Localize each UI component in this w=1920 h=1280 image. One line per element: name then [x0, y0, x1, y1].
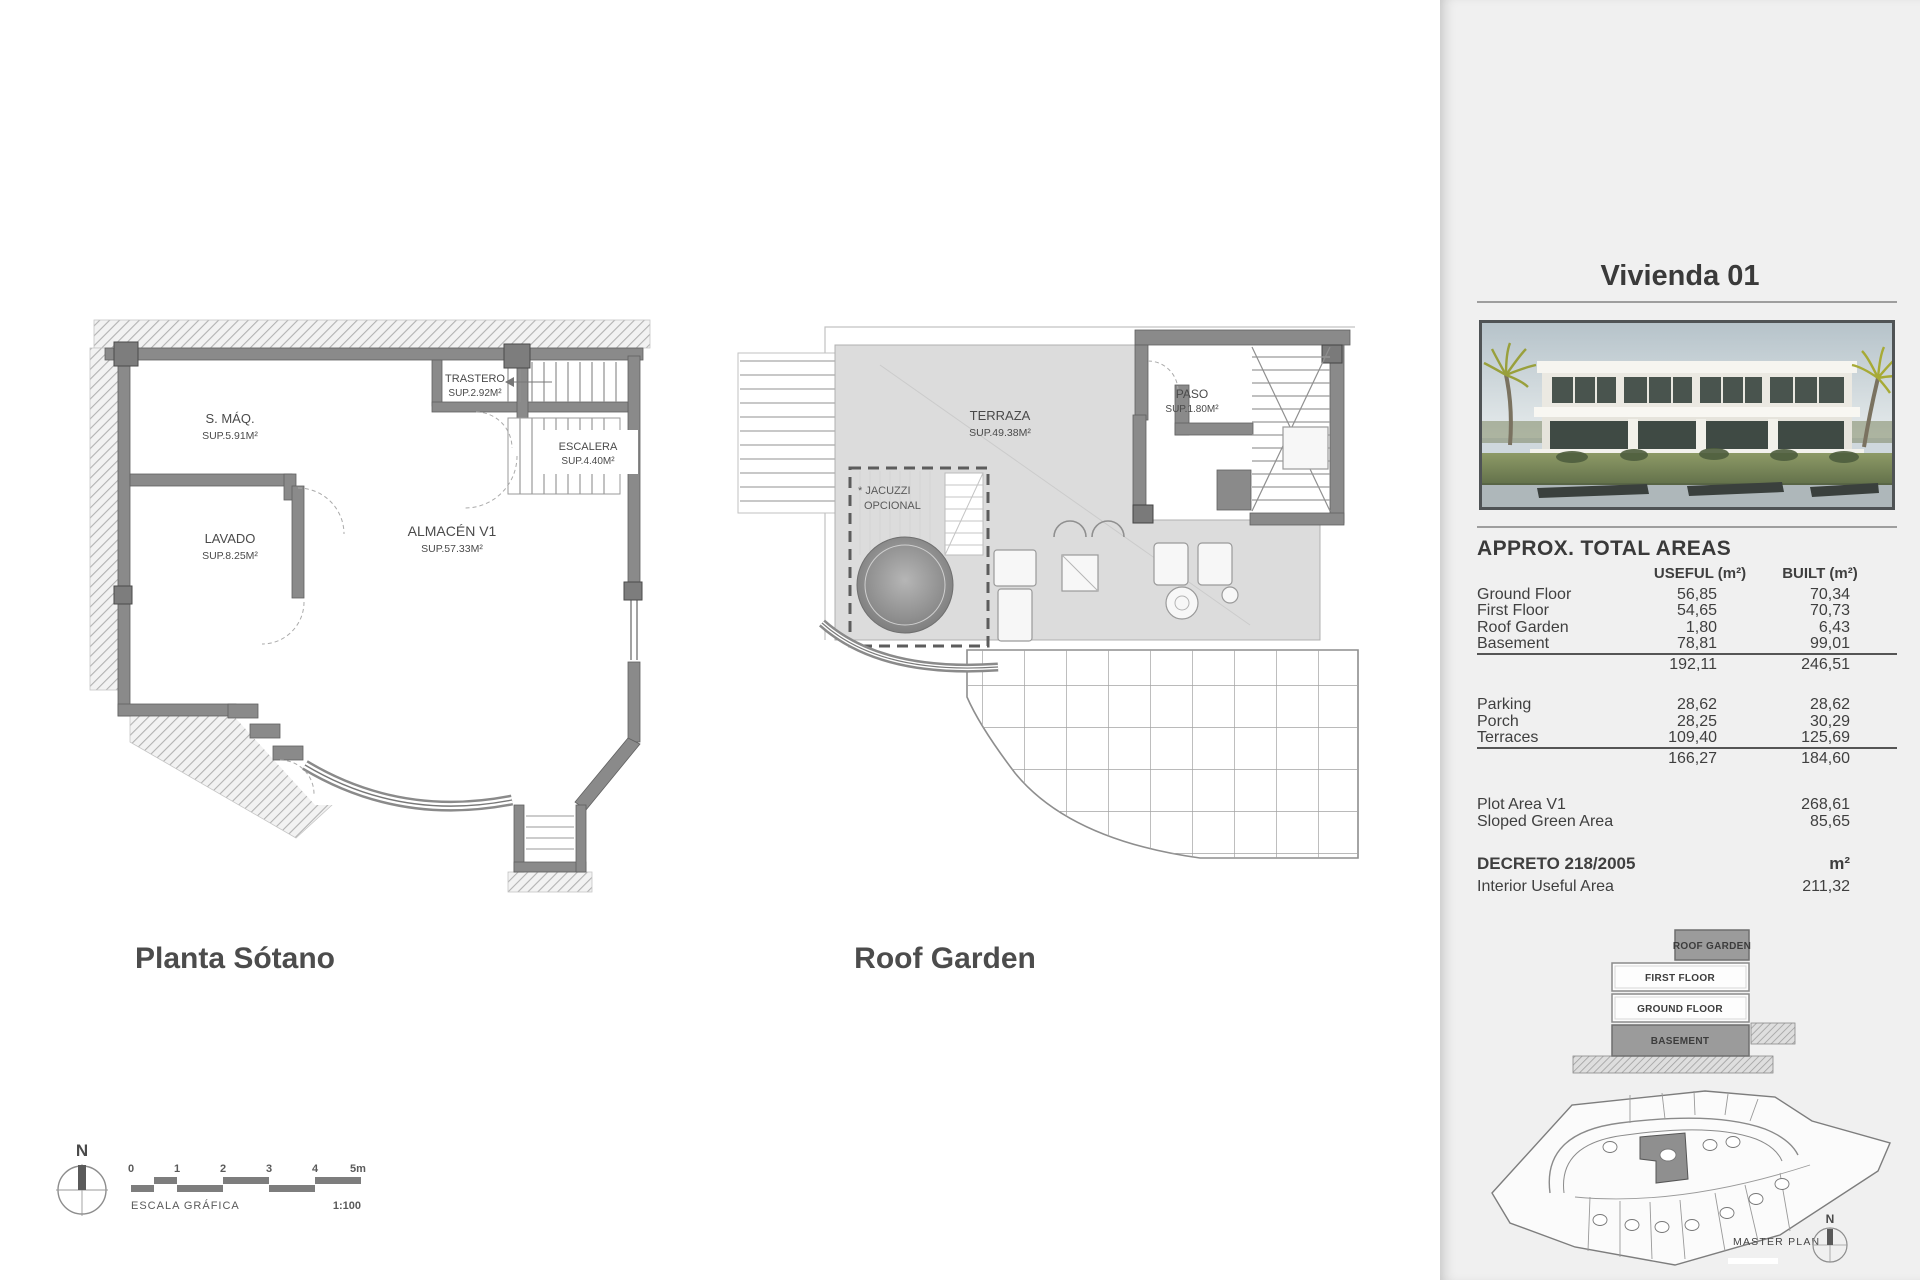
decreto-row [1477, 856, 1897, 873]
areas-table [1477, 566, 1897, 895]
table-row [1477, 730, 1897, 747]
row-built: 30,29 [1809, 712, 1850, 730]
row-label: Basement [1477, 635, 1550, 652]
decreto-label: DECRETO 218/2005 [1477, 854, 1636, 873]
room-area-trastero: SUP.2.92M² [448, 388, 502, 399]
master-north-letter: N [1825, 1212, 1835, 1226]
villa-photo [1479, 320, 1895, 510]
row-label: Interior Useful Area [1477, 877, 1614, 895]
paso-door-arc [1148, 361, 1178, 391]
row-built: 6,43 [1818, 618, 1850, 636]
row-built: 28,62 [1809, 696, 1850, 713]
stack-label-roof: ROOF GARDEN [1672, 941, 1752, 952]
row-useful: 28,25 [1676, 712, 1717, 730]
row-built: 70,34 [1809, 585, 1850, 603]
row-useful: 28,62 [1676, 696, 1717, 713]
scale-tick-1: 1 [173, 1163, 181, 1175]
scale-tick-5: 5m [350, 1163, 366, 1175]
table-row [1477, 636, 1897, 653]
roof-garden-title: Roof Garden [854, 942, 1036, 975]
villa-photo-art [1482, 323, 1892, 507]
master-plan [1480, 1085, 1900, 1275]
room-area-lavado: SUP.8.25M² [202, 550, 258, 562]
ground-hatch-step [1751, 1023, 1795, 1044]
room-label-lavado: LAVADO [204, 531, 256, 546]
hatch-left [90, 348, 118, 690]
total-built: 184,60 [1801, 749, 1850, 767]
scale-tick-3: 3 [265, 1163, 273, 1175]
row-useful: 109,40 [1668, 729, 1717, 746]
col-useful: USEFUL (m²) [1653, 565, 1747, 582]
row-useful: 54,65 [1676, 602, 1717, 619]
table-row [1477, 587, 1897, 604]
roof-garden-plan [730, 265, 1380, 885]
room-area-terraza: SUP.49.38M² [969, 427, 1031, 439]
table-row [1477, 603, 1897, 620]
basement-title: Planta Sótano [134, 942, 336, 975]
room-label-trastero: TRASTERO [445, 373, 505, 385]
row-value: 211,32 [1802, 877, 1850, 895]
master-scale-bar [1728, 1258, 1778, 1264]
row-label: Porch [1477, 712, 1519, 730]
scale-tick-0: 0 [127, 1163, 135, 1175]
stack-label-basement: BASEMENT [1650, 1036, 1710, 1047]
areas-heading: APPROX. TOTAL AREAS [1477, 537, 1732, 560]
room-area-almacen: SUP.57.33M² [421, 543, 483, 555]
compass-needle [78, 1165, 86, 1190]
table-row [1477, 697, 1897, 714]
scale-ratio: 1:100 [332, 1200, 361, 1212]
row-value: 85,65 [1809, 812, 1850, 830]
jacuzzi-label-line2: OPCIONAL [864, 500, 921, 512]
row-label: Roof Garden [1477, 618, 1569, 636]
decreto-unit: m² [1829, 854, 1850, 873]
divider-mid [1477, 526, 1897, 528]
plot-row [1477, 797, 1897, 814]
plot-row [1477, 814, 1897, 831]
scale-bar [131, 1177, 361, 1192]
exterior-total-row [1477, 747, 1897, 768]
pergola-grid [967, 650, 1358, 858]
room-label-terraza: TERRAZA [969, 408, 1031, 423]
scale-and-north [40, 1128, 380, 1240]
total-useful: 166,27 [1668, 749, 1717, 767]
info-panel [1440, 0, 1920, 1280]
row-label: Ground Floor [1477, 585, 1572, 603]
row-label: First Floor [1477, 602, 1549, 619]
row-label: Sloped Green Area [1477, 812, 1614, 830]
stack-label-ground: GROUND FLOOR [1637, 1004, 1723, 1015]
areas-table-header [1477, 566, 1897, 583]
divider-top [1477, 301, 1897, 303]
scale-tick-4: 4 [311, 1163, 319, 1175]
jacuzzi-tub [857, 537, 953, 633]
louver-panel [738, 353, 842, 513]
row-useful: 78,81 [1676, 635, 1717, 652]
jacuzzi-label-line1: * JACUZZI [858, 485, 911, 497]
row-value: 268,61 [1801, 796, 1850, 813]
row-built: 70,73 [1809, 602, 1850, 619]
row-label: Plot Area V1 [1477, 796, 1566, 813]
north-letter: N [75, 1141, 89, 1160]
room-label-paso: PASO [1175, 387, 1209, 401]
room-label-almacen: ALMACÉN V1 [407, 523, 497, 539]
master-compass-needle [1827, 1229, 1833, 1245]
room-area-smaq: SUP.5.91M² [202, 430, 258, 442]
side-table [1222, 587, 1238, 603]
scale-tick-2: 2 [219, 1163, 227, 1175]
room-label-smaq: S. MÁQ. [205, 411, 255, 426]
basement-floor-plan [80, 260, 700, 900]
master-plan-label: MASTER PLAN [1733, 1236, 1821, 1248]
stack-label-first: FIRST FLOOR [1645, 973, 1715, 984]
row-useful: 1,80 [1685, 618, 1717, 636]
row-useful: 56,85 [1676, 585, 1717, 603]
floors-total-row [1477, 653, 1897, 674]
round-table [1166, 587, 1198, 619]
room-area-escalera: SUP.4.40M² [561, 456, 615, 467]
row-label: Parking [1477, 696, 1532, 713]
room-label-escalera: ESCALERA [558, 441, 618, 453]
row-built: 125,69 [1801, 729, 1850, 746]
scale-caption: ESCALA GRÁFICA [131, 1200, 240, 1212]
total-built: 246,51 [1801, 655, 1850, 673]
row-built: 99,01 [1809, 635, 1850, 652]
col-built: BUILT (m²) [1782, 565, 1858, 582]
row-label: Terraces [1477, 729, 1539, 746]
table-row [1477, 620, 1897, 637]
total-useful: 192,11 [1669, 655, 1717, 673]
interior-useful-row [1477, 879, 1897, 896]
room-area-paso: SUP.1.80M² [1165, 404, 1219, 415]
hatch-bottom-right [508, 872, 592, 892]
hatch-top [94, 320, 650, 348]
ground-hatch [1573, 1056, 1773, 1073]
table-row [1477, 714, 1897, 731]
unit-title: Vivienda 01 [1600, 260, 1760, 292]
floor-stack-diagram [1555, 920, 1815, 1085]
